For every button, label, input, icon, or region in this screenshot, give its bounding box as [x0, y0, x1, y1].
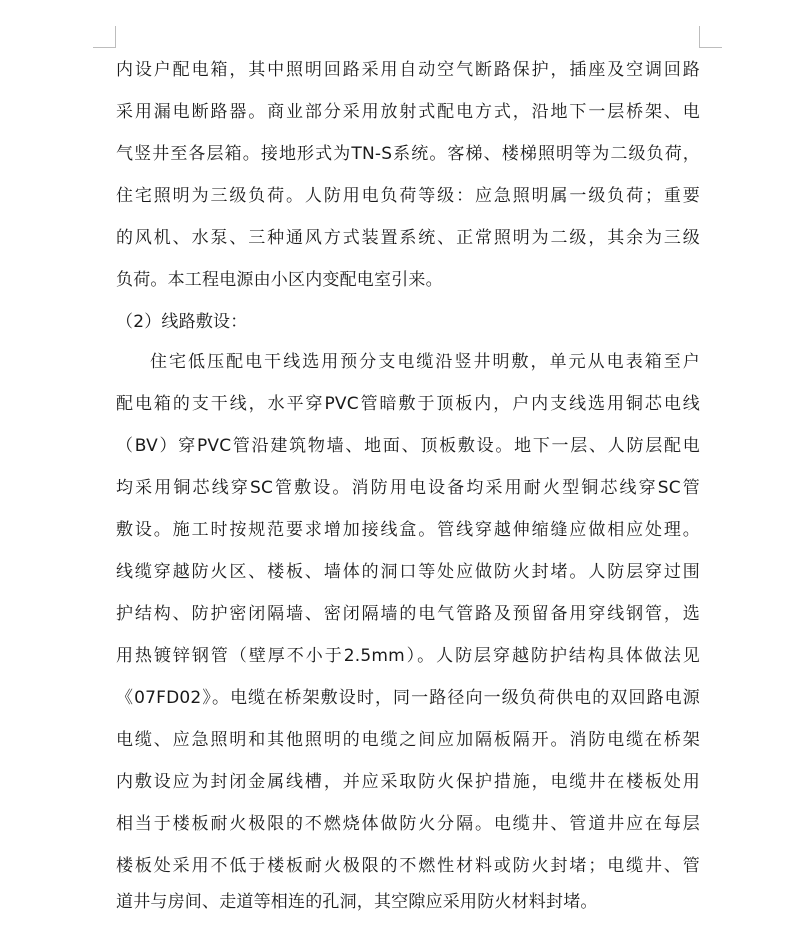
paragraph-first-line: 住宅低压配电干线选用预分支电缆沿竖井明敷，单元从电表箱至户 [150, 352, 700, 372]
crop-mark-top-left-vertical [115, 26, 116, 48]
text-line: 采用漏电断路器。商业部分采用放射式配电方式，沿地下一层桥架、电 [116, 102, 700, 122]
text-line: 用热镀锌钢管（壁厚不小于2.5mm）。人防层穿越防护结构具体做法见 [116, 646, 700, 666]
text-line: 电缆、应急照明和其他照明的电缆之间应加隔板隔开。消防电缆在桥架 [116, 730, 700, 750]
text-line: 负荷。本工程电源由小区内变配电室引来。 [116, 270, 443, 290]
text-line: （BV）穿PVC管沿建筑物墙、地面、顶板敷设。地下一层、人防层配电 [116, 436, 700, 456]
text-line: 护结构、防护密闭隔墙、密闭隔墙的电气管路及预留备用穿线钢管，选 [116, 604, 700, 624]
text-line: 内设户配电箱，其中照明回路采用自动空气断路保护，插座及空调回路 [116, 60, 700, 80]
text-line: 楼板处采用不低于楼板耐火极限的不燃性材料或防火封堵；电缆井、管 [116, 856, 700, 876]
text-line: 气竖井至各层箱。接地形式为TN-S系统。客梯、楼梯照明等为二级负荷， [116, 144, 700, 164]
crop-mark-top-left-horizontal [93, 47, 115, 48]
crop-mark-top-right-horizontal [700, 47, 722, 48]
text-line: 内敷设应为封闭金属线槽，并应采取防火保护措施，电缆井在楼板处用 [116, 772, 700, 792]
text-line: 配电箱的支干线，水平穿PVC管暗敷于顶板内，户内支线选用铜芯电线 [116, 394, 700, 414]
text-line: 住宅照明为三级负荷。人防用电负荷等级：应急照明属一级负荷；重要 [116, 186, 700, 206]
text-line: 敷设。施工时按规范要求增加接线盒。管线穿越伸缩缝应做相应处理。 [116, 520, 700, 540]
text-line: 的风机、水泵、三种通风方式装置系统、正常照明为二级，其余为三级 [116, 228, 700, 248]
text-line: 《07FD02》。电缆在桥架敷设时，同一路径向一级负荷供电的双回路电源 [116, 688, 700, 708]
crop-mark-top-right-vertical [699, 26, 700, 48]
text-line: 线缆穿越防火区、楼板、墙体的洞口等处应做防火封堵。人防层穿过围 [116, 562, 700, 582]
section-heading: （2）线路敷设： [116, 312, 248, 332]
text-line: 均采用铜芯线穿SC管敷设。消防用电设备均采用耐火型铜芯线穿SC管 [116, 478, 700, 498]
text-line: 道井与房间、走道等相连的孔洞，其空隙应采用防火材料封堵。 [116, 892, 598, 912]
text-line: 相当于楼板耐火极限的不燃烧体做防火分隔。电缆井、管道井应在每层 [116, 814, 700, 834]
